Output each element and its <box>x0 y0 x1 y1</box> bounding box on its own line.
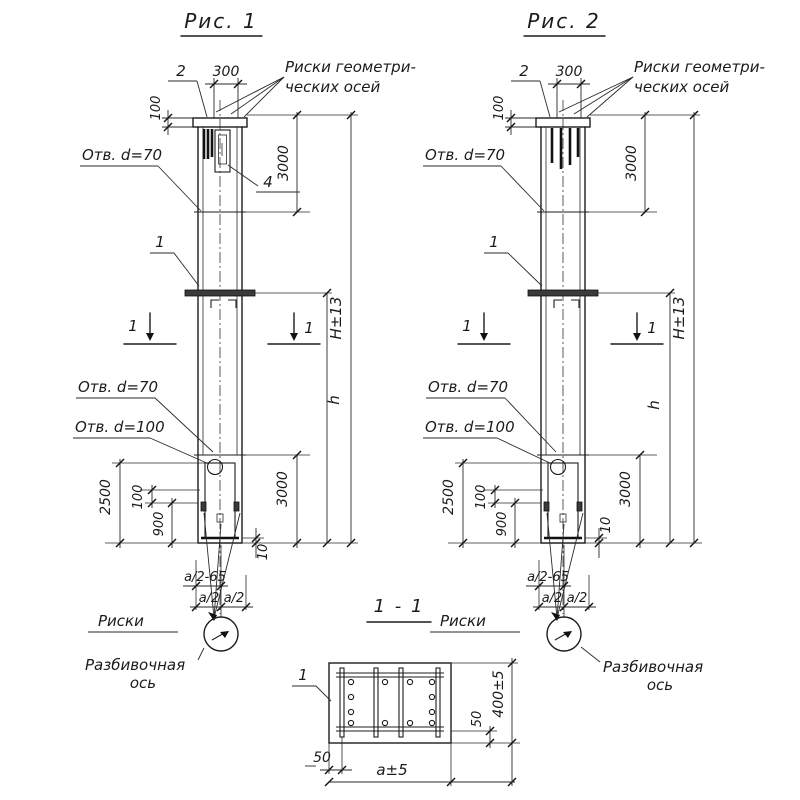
fig2-risk-mark-right <box>577 502 582 511</box>
fig1-dim-100-top-text: 100 <box>149 95 164 121</box>
fig1-axis-label-line2: ось <box>129 674 157 692</box>
fig2-axes-note-line2: ческих осей <box>634 78 730 96</box>
section-callout-1-label: 1 <box>298 666 308 684</box>
section-dim-50-left-text: 50 <box>313 750 331 766</box>
fig1-dim-H-text: H±13 <box>327 296 345 340</box>
fig1-dim-300-text: 300 <box>212 64 240 80</box>
fig1-hole100-text: Отв. d=100 <box>75 418 165 436</box>
fig1-risk-mark-right <box>234 502 239 511</box>
fig2-axes-note-line1: Риски геометри- <box>634 58 765 76</box>
fig2-axis-label-line2: ось <box>646 676 674 694</box>
section-dim-a-text: a±5 <box>376 761 408 779</box>
fig1-axes-note-line1: Риски геометри- <box>285 58 416 76</box>
fig1-axis-label-line1: Разбивочная <box>85 656 186 674</box>
fig1-title: Рис. 1 <box>184 9 258 33</box>
fig1-callout-1-label: 1 <box>155 233 165 251</box>
fig2-dim-10-text: 10 <box>599 516 614 534</box>
fig2-callout-2-label: 2 <box>519 62 529 80</box>
fig2-riski-label: Риски <box>440 612 486 630</box>
fig2-axis-label-line1: Разбивочная <box>603 658 704 676</box>
fig2-dim-3000-top-text: 3000 <box>624 145 640 181</box>
fig2-title: Рис. 2 <box>527 9 601 33</box>
fig1-dim-a2-65-text: a/2-65 <box>184 570 226 585</box>
fig1-dim-100-bottom-text: 100 <box>131 484 146 510</box>
fig1-hole70-bottom-text: Отв. d=70 <box>78 378 159 396</box>
fig1-dim-a2-right-text: a/2 <box>223 591 245 606</box>
fig2-dim-a2-left-text: a/2 <box>541 591 563 606</box>
fig1-dim-10-text: 10 <box>256 543 271 561</box>
fig1-dim-900-text: 900 <box>152 511 167 537</box>
fig2-dim-100-bottom-text: 100 <box>474 484 489 510</box>
fig2-hole70-top-text: Отв. d=70 <box>425 146 506 164</box>
fig2-risk-mark-left <box>544 502 549 511</box>
section-title: 1 - 1 <box>373 596 425 617</box>
fig2-dim-900-text: 900 <box>495 511 510 537</box>
fig2-hole70-bottom-text: Отв. d=70 <box>428 378 509 396</box>
fig1-riski-label: Риски <box>98 612 144 630</box>
fig1-section-mark-left-label: 1 <box>128 317 138 335</box>
fig2-section-mark-left-label: 1 <box>462 317 472 335</box>
fig2-callout-1-label: 1 <box>489 233 499 251</box>
fig1-axes-note-line2: ческих осей <box>285 78 381 96</box>
fig2-dim-h-text: h <box>645 400 663 410</box>
fig2-dim-100-top-text: 100 <box>492 95 507 121</box>
fig1-dim-3000-top-text: 3000 <box>276 145 292 181</box>
fig1-dim-3000-bottom-text: 3000 <box>275 471 291 507</box>
fig2-dim-a2-right-text: a/2 <box>566 591 588 606</box>
fig2-section-mark-right-label: 1 <box>647 319 657 337</box>
fig1-hole70-top-text: Отв. d=70 <box>82 146 163 164</box>
fig2-dim-3000-bottom-text: 3000 <box>618 471 634 507</box>
fig2-dim-a2-65-text: a/2-65 <box>527 570 569 585</box>
fig1-dim-2500-text: 2500 <box>98 479 114 515</box>
fig2-dim-2500-text: 2500 <box>441 479 457 515</box>
fig2-dim-300-text: 300 <box>555 64 583 80</box>
section-dim-400-text: 400±5 <box>491 670 507 718</box>
fig2-hole100-text: Отв. d=100 <box>425 418 515 436</box>
fig1-callout-2-label: 2 <box>176 62 186 80</box>
section-dim-50-right-text: 50 <box>470 710 485 728</box>
fig1-callout-4-label: 4 <box>263 173 273 191</box>
fig1-dim-h-text: h <box>325 395 343 405</box>
fig1-risk-mark-left <box>201 502 206 511</box>
fig1-section-mark-right-label: 1 <box>304 319 314 337</box>
fig2-dim-H-text: H±13 <box>670 296 688 340</box>
fig1-dim-a2-left-text: a/2 <box>198 591 220 606</box>
